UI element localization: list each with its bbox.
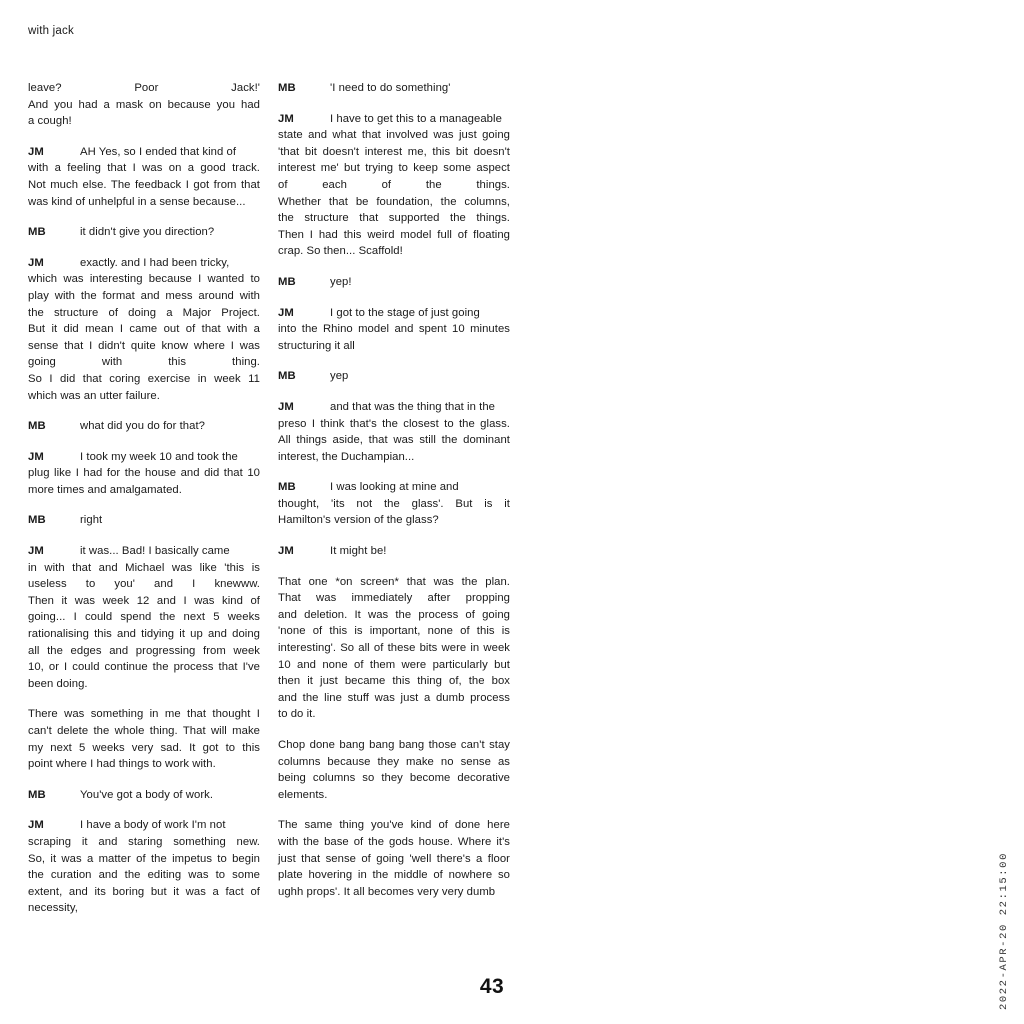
text-line: Then I had this weird model full of floating: [278, 228, 510, 241]
text-line: exactly. and I had been tricky,: [80, 256, 230, 269]
text-line: play with the format and mess around with: [28, 289, 260, 302]
text-line: So I did that coring exercise in week 11: [28, 372, 260, 385]
text-line: 'that bit doesn't interest me, this bit doesn't: [278, 145, 510, 158]
text-line: yep: [330, 370, 349, 383]
text-line: rationalising this and tidying it up and doing: [28, 628, 260, 641]
text-line: preso I think that's the closest to the glass.: [278, 417, 510, 430]
transcript-speech-block: [28, 224, 260, 241]
speaker-label: MB: [278, 370, 296, 383]
transcript-speech-block: [278, 111, 510, 260]
text-line: necessity,: [28, 902, 78, 915]
text-line: And you had a mask on because you had: [28, 98, 260, 111]
speaker-label: JM: [278, 400, 294, 413]
transcript-paragraph: [28, 80, 260, 130]
speaker-label: MB: [278, 481, 296, 494]
transcript-speech-block: [278, 543, 510, 560]
text-line: to do it.: [278, 708, 316, 721]
text-line: columns because they make no sense as: [278, 755, 510, 768]
text-line: extent, and its boring but it was a fact of: [28, 885, 260, 898]
speaker-label: JM: [28, 450, 44, 463]
page-number: [0, 975, 1024, 999]
transcript-columns: [28, 80, 518, 950]
transcript-column-left: [28, 80, 260, 931]
transcript-speech-block: [28, 418, 260, 435]
speaker-label: MB: [28, 420, 46, 433]
transcript-paragraph: [278, 574, 510, 723]
transcript-speech-block: [28, 512, 260, 529]
page-number-value: 43: [479, 975, 505, 998]
text-line: scraping it and staring something new.: [28, 835, 260, 848]
text-line: more times and amalgamated.: [28, 483, 182, 496]
text-line: elements.: [278, 788, 328, 801]
speech-text: [80, 514, 102, 526]
speech-text: [330, 82, 450, 94]
text-line: what did you do for that?: [80, 420, 205, 433]
text-line: being columns so they become decorative: [278, 772, 510, 785]
text-line: interest, the Duchampian...: [278, 450, 415, 463]
transcript-paragraph: [28, 706, 260, 772]
transcript-speech-block: [28, 255, 260, 404]
speech-text: [330, 276, 352, 288]
text-line: interesting'. So all of these bits were in week: [278, 642, 510, 655]
text-line: Then it was week 12 and I was kind of: [28, 594, 260, 607]
speaker-label: JM: [278, 545, 294, 558]
text-line: into the Rhino model and spent 10 minutes: [278, 323, 510, 336]
speaker-label: JM: [28, 145, 44, 158]
text-line: then it just became this thing of, the box: [278, 675, 510, 688]
text-line: That one *on screen* that was the plan.: [278, 575, 510, 588]
speaker-label: JM: [278, 112, 294, 125]
text-line: was kind of unhelpful in a sense because...: [28, 195, 246, 208]
text-line: I got to the stage of just going: [330, 306, 480, 319]
speech-text: [80, 226, 214, 238]
text-line: been doing.: [28, 677, 88, 690]
speaker-label: MB: [28, 788, 46, 801]
transcript-speech-block: [278, 368, 510, 385]
transcript-paragraph: [278, 817, 510, 900]
text-line: state and what that involved was just going: [278, 129, 510, 142]
text-line: the structure that supported the things.: [278, 212, 510, 225]
speaker-label: JM: [278, 306, 294, 319]
text-line: But it did mean I came out of that with a: [28, 323, 260, 336]
text-line: Hamilton's version of the glass?: [278, 514, 439, 527]
transcript-speech-block: [278, 399, 510, 465]
text-line: structuring it all: [278, 339, 355, 352]
transcript-speech-block: [28, 543, 260, 692]
text-line: right: [80, 514, 103, 527]
text-line: with a feeling that I was on a good track.: [28, 162, 260, 175]
text-line: and deletion. It was the process of going: [278, 608, 510, 621]
speech-text: [330, 370, 348, 382]
speaker-label: JM: [28, 819, 44, 832]
text-line: can't delete the whole thing. That will make: [28, 725, 260, 737]
speech-text: [278, 113, 510, 260]
text-line: 'none of this is important, none of this is: [278, 625, 510, 638]
text-line: Whether that be foundation, the columns,: [278, 195, 510, 208]
text-line: All things aside, that was still the dominant: [278, 434, 510, 447]
text-line: I took my week 10 and took the: [80, 450, 238, 463]
text-line: sense that I didn't quite know where I was: [28, 339, 260, 352]
text-line: plate hovering in the middle of nowhere so: [278, 869, 510, 882]
text-line: Not much else. The feedback I got from that: [28, 178, 260, 191]
text-line: yep!: [330, 275, 352, 288]
speaker-label: JM: [28, 256, 44, 269]
speaker-label: MB: [28, 226, 46, 239]
speech-text: [80, 420, 205, 432]
text-line: You've got a body of work.: [80, 788, 214, 801]
text-line: which was interesting because I wanted to: [28, 273, 260, 286]
text-line: going with this thing.: [28, 356, 260, 369]
transcript-speech-block: [28, 144, 260, 210]
timestamp-stamp: 2022-APR-20 22:15:00: [998, 851, 1010, 1010]
speaker-label: MB: [278, 275, 296, 288]
transcript-speech-block: [278, 479, 510, 529]
text-line: the curation and the editing was to some: [28, 869, 260, 882]
transcript-speech-block: [28, 787, 260, 804]
text-line: point where I had things to work with.: [28, 758, 216, 771]
text-line: 10, or I could continue the process that I've: [28, 661, 260, 674]
speaker-label: MB: [28, 514, 46, 527]
speaker-label: JM: [28, 545, 44, 558]
transcript-speech-block: [28, 449, 260, 499]
text-line: all the edges and progressing from week: [28, 644, 260, 657]
text-line: with the base of the gods house. Where it's: [278, 835, 510, 848]
text-line: useless to you' and I knewww.: [28, 578, 260, 591]
text-line: my next 5 weeks very sad. It got to this: [28, 741, 260, 754]
text-line: which was an utter failure.: [28, 389, 160, 402]
text-line: and the line stuff was just a dumb process: [278, 691, 510, 704]
text-line: It might be!: [330, 545, 387, 558]
text-line: I have to get this to a manageable: [330, 112, 502, 125]
text-line: 10 and none of them were particularly but: [278, 658, 510, 671]
transcript-speech-block: [278, 274, 510, 291]
speech-text: [28, 819, 260, 917]
speech-text: [80, 789, 213, 801]
text-line: I have a body of work I'm not: [80, 819, 226, 832]
text-line: leave? Poor Jack!': [28, 82, 260, 94]
text-line: and that was the thing that in the: [330, 400, 495, 413]
text-line: 'I need to do something': [330, 82, 451, 94]
text-line: ughh props'. It all becomes very very dumb: [278, 885, 496, 898]
text-line: the structure of doing a Major Project.: [28, 306, 260, 319]
speech-text: [28, 257, 260, 404]
text-line: plug like I had for the house and did that 10: [28, 467, 260, 480]
text-line: The same thing you've kind of done here: [278, 819, 510, 832]
transcript-speech-block: [278, 305, 510, 355]
text-line: it was... Bad! I basically came: [80, 545, 230, 558]
text-line: just that sense of going 'well there's a floor: [278, 852, 510, 865]
text-line: a cough!: [28, 115, 72, 128]
speaker-label: MB: [278, 82, 296, 94]
text-line: it didn't give you direction?: [80, 226, 215, 239]
speech-text: [330, 545, 386, 557]
text-line: So, it was a matter of the impetus to begin: [28, 852, 260, 865]
transcript-paragraph: [278, 737, 510, 803]
text-line: crap. So then... Scaffold!: [278, 245, 403, 258]
text-line: interest me' but trying to keep some aspect: [278, 162, 510, 175]
text-line: of each of the things.: [278, 178, 510, 191]
text-line: There was something in me that thought I: [28, 708, 260, 721]
transcript-speech-block: [28, 817, 260, 917]
page-header-note: with jack: [28, 25, 74, 37]
text-line: thought, 'its not the glass'. But is it: [278, 497, 510, 510]
speech-text: [28, 545, 260, 692]
transcript-column-right: [278, 80, 510, 914]
text-line: going... I could spend the next 5 weeks: [28, 611, 260, 624]
text-line: Chop done bang bang bang those can't stay: [278, 739, 510, 751]
text-line: I was looking at mine and: [330, 481, 459, 494]
text-line: in with that and Michael was like 'this is: [28, 561, 260, 574]
transcript-speech-block: [278, 80, 510, 97]
text-line: That was immediately after propping: [278, 592, 510, 605]
text-line: AH Yes, so I ended that kind of: [80, 145, 237, 158]
